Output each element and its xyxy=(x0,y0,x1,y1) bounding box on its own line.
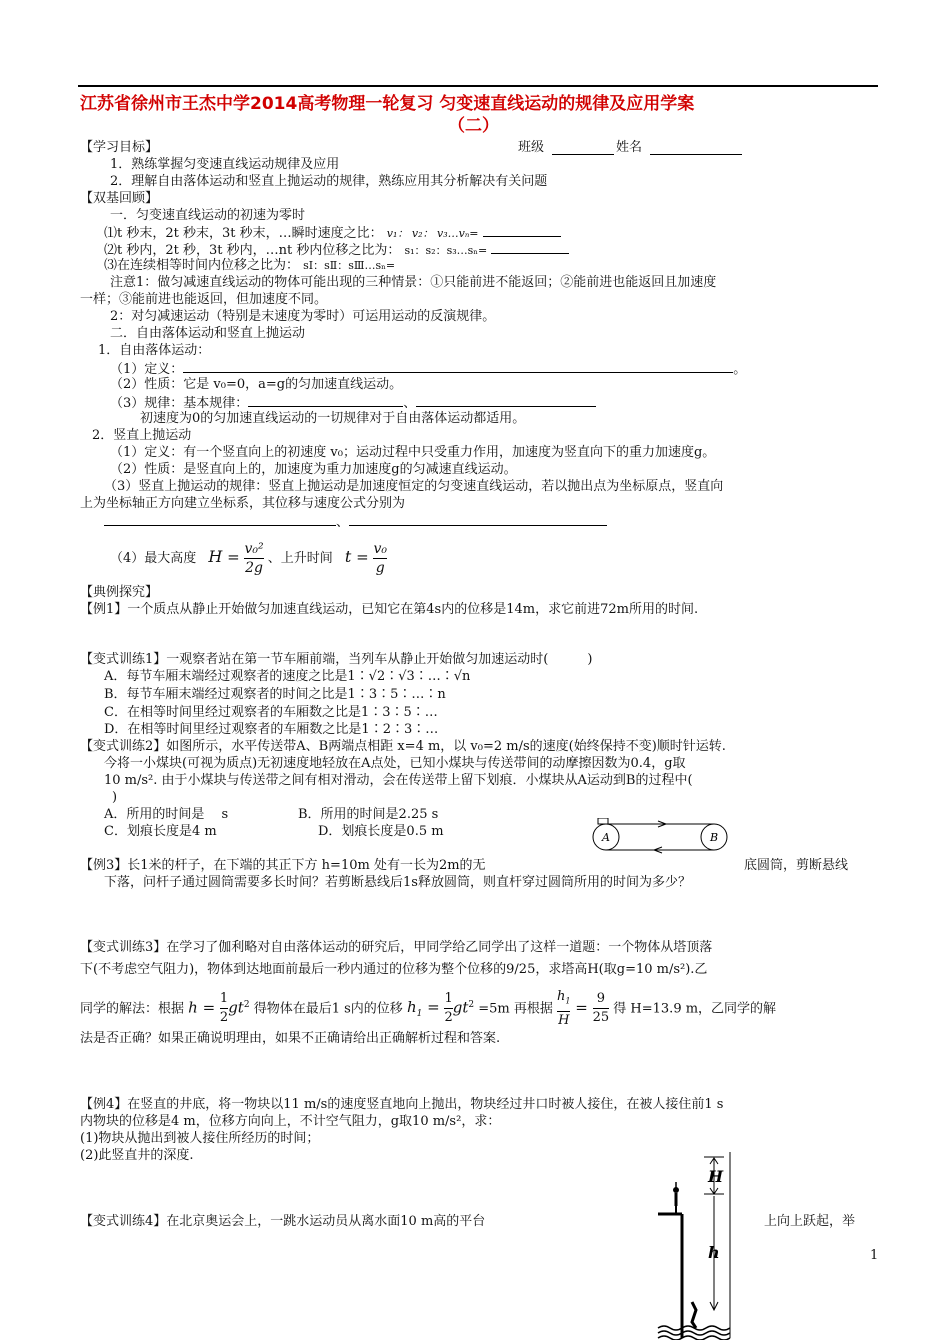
height-H-label: H xyxy=(708,1167,724,1186)
example-3-line1: 【例3】长1米的杆子，在下端的其正下方 h=10m 处有一长为2m的无 xyxy=(80,858,486,873)
variant-2-line1: 【变式训练2】如图所示，水平传送带A、B两端点相距 x=4 m，以 v₀=2 m/s的速度(始终保持不变)顺时针运转. xyxy=(80,739,726,754)
example-4-q1: (1)物块从抛出到被人接住所经历的时间； xyxy=(80,1131,320,1146)
variant-1-option-a: A．每节车厢末端经过观察者的速度之比是1∶√2∶√3∶…∶√n xyxy=(104,669,471,684)
example-3-line1-end: 底圆筒，剪断悬线 xyxy=(744,858,849,873)
freefall-prop: （2）性质：它是 v₀=0，a=g的匀加速直线运动。 xyxy=(110,377,403,392)
max-height-lhs: H xyxy=(208,547,223,566)
section-review: 【双基回顾】 xyxy=(80,191,159,206)
review-p3-text: ⑶在连续相等时间内位移之比为： xyxy=(104,258,300,273)
example-1: 【例1】一个质点从静止开始做匀加速直线运动，已知它在第4s内的位移是14m，求它前进72m所用的时间. xyxy=(80,602,699,617)
water-waves xyxy=(658,1326,730,1340)
goal-1: 1．熟练掌握匀变速直线运动规律及应用 xyxy=(110,157,340,172)
max-height-label: （4）最大高度 xyxy=(110,551,197,566)
eq-half-2: $\frac{1}{2}$ xyxy=(444,991,453,1026)
upthrow-blank2[interactable] xyxy=(349,513,607,526)
eq-h: h = xyxy=(188,998,220,1017)
variant-2-line2: 今将一小煤块(可视为质点)无初速度地轻放在A点处，已知小煤块与传送带间的动摩擦因数为0.4，g取 xyxy=(104,756,686,771)
variant-1-option-d: D．在相等时间里经过观察者的车厢数之比是1∶2∶3∶… xyxy=(104,722,439,737)
rise-time-lhs: t xyxy=(344,547,352,566)
upthrow-blank1[interactable] xyxy=(104,513,336,526)
note1-line1: 注意1：做匀减速直线运动的物体可能出现的三种情景：①只能前进不能返回；②能前进也能返回且加速度 xyxy=(110,275,717,290)
variant-2-option-d: D．划痕长度是0.5 m xyxy=(318,824,444,839)
review-p2 xyxy=(104,241,569,259)
eq-h1: $h_1$ = xyxy=(406,998,445,1020)
page-title: 江苏省徐州市王杰中学2014高考物理一轮复习 匀变速直线运动的规律及应用学案 xyxy=(80,94,695,114)
variant-3-part3: =5m 再根据 xyxy=(478,1001,553,1017)
page-number: 1 xyxy=(870,1248,879,1263)
eq-half: $\frac{1}{2}$ xyxy=(219,991,229,1026)
pulley-b-label: B xyxy=(710,831,719,844)
variant-3-line2: 下(不考虑空气阻力)，物体到达地面前最后一秒内通过的位移为整个位移的9/25，求塔高H(取g=10 m/s²).乙 xyxy=(80,962,708,977)
variant-2-line4: ) xyxy=(112,790,118,805)
section-goals: 【学习目标】 xyxy=(80,140,159,155)
max-height-row: （4）最大高度 H = $\frac{\text{v₀²}}{2g}$ 、上升时间 t = $\frac{\text{v₀}}{g}$ xyxy=(110,541,387,576)
example-4-q2: (2)此竖直井的深度. xyxy=(80,1148,194,1163)
name-label: 姓名 xyxy=(616,140,643,155)
variant-1: 【变式训练1】一观察者站在第一节车厢前端，当列车从静止开始做匀加速运动时( ) xyxy=(80,652,593,667)
freefall-note: 初速度为0的匀加速直线运动的一切规律对于自由落体运动都适用。 xyxy=(140,411,526,426)
class-field[interactable] xyxy=(552,142,614,155)
rise-time-num: v₀ xyxy=(373,541,387,557)
variant-2-option-b: B．所用的时间是2.25 s xyxy=(298,807,439,822)
freefall-law-blank2[interactable] xyxy=(416,394,596,407)
variant-1-option-b: B．每节车厢末端经过观察者的时间之比是1∶3∶5∶…∶n xyxy=(104,687,446,702)
review-p1-ratio: v₁： v₂： v₃…vₙ= xyxy=(386,227,479,240)
note2: 2：对匀减速运动（特别是末速度为零时）可运用运动的反演规律。 xyxy=(110,309,496,324)
freefall-def-label: （1）定义： xyxy=(110,362,184,377)
pulley-a-label: A xyxy=(602,831,610,844)
upthrow-sep: 、 xyxy=(336,515,350,530)
variant-3-part4: 得 H=13.9 m，乙同学的解 xyxy=(613,1001,777,1017)
upthrow-formulas xyxy=(104,513,607,531)
variant-3-line4: 法是否正确？如果正确说明理由，如果不正确请给出正确解析过程和答案. xyxy=(80,1031,501,1046)
upthrow-def: （1）定义：有一个竖直向上的初速度 v₀；运动过程中只受重力作用，加速度为竖直向下的重力加速度g。 xyxy=(110,445,716,460)
upthrow-prop: （2）性质：是竖直向上的，加速度为重力加速度g的匀减速直线运动。 xyxy=(110,462,517,477)
freefall-law-label: （3）规律：基本规律： xyxy=(110,396,249,411)
rise-time-label: 、上升时间 xyxy=(267,551,333,566)
variant-3-part2: 得物体在最后1 s内的位移 xyxy=(253,1001,403,1017)
rise-time-den: g xyxy=(375,560,385,576)
review-p2-text: ⑵t 秒内，2t 秒，3t 秒内，…nt 秒内位移之比为： xyxy=(104,243,401,258)
review-p1 xyxy=(104,224,561,242)
review-p2-ratio: s₁：s₂：s₃…sₙ= xyxy=(404,244,488,257)
goal-2: 2．理解自由落体运动和竖直上抛运动的规律，熟练应用其分析解决有关问题 xyxy=(110,174,548,189)
diver-figure xyxy=(652,1152,747,1340)
example-3-line2: 下落，问杆子通过圆筒需要多长时间？若剪断悬线后1s释放圆筒，则直杆穿过圆筒所用的时间为多少？ xyxy=(104,875,691,890)
example-4-line1: 【例4】在竖直的井底，将一物块以11 m/s的速度竖直地向上抛出，物块经过井口时被人接住，在被人接住前1 s xyxy=(80,1097,724,1112)
variant-1-option-c: C．在相等时间里经过观察者的车厢数之比是1∶3∶5∶… xyxy=(104,705,438,720)
variant-2-line3: 10 m/s². 由于小煤块与传送带之间有相对滑动，会在传送带上留下划痕．小煤块从A运动到B的过程中( xyxy=(104,773,693,788)
name-field[interactable] xyxy=(650,142,742,155)
variant-4-line1: 【变式训练4】在北京奥运会上，一跳水运动员从离水面10 m高的平台 xyxy=(80,1214,486,1229)
variant-4-line1-end: 上向上跃起，举 xyxy=(764,1214,856,1229)
coal-block xyxy=(598,818,608,824)
variant-2-option-a: A．所用的时间是 s xyxy=(104,807,229,822)
freefall-def xyxy=(110,360,746,378)
rise-time-frac xyxy=(373,540,387,577)
variant-3-line3: 同学的解法：根据 h = $\frac{1}{2}$ $gt^2$ 得物体在最后1 s内的位移 $h_1$ = $\frac{1}{2}$ $gt^2 =5m$ 再根据 $\frac{h_1}{H}$ = $\frac{9}{25}$ 得 H=13.9 m，乙同学的解 xyxy=(80,989,777,1028)
max-height-den: 2g xyxy=(245,560,263,576)
review-part1-title: 一．匀变速直线运动的初速为零时 xyxy=(110,208,306,223)
review-p3 xyxy=(104,258,395,274)
freefall-def-end: 。 xyxy=(733,362,747,377)
height-h-label: h xyxy=(708,1243,720,1262)
p2-blank[interactable] xyxy=(491,241,569,254)
freefall-def-blank[interactable] xyxy=(183,360,733,373)
conveyor-belt-figure xyxy=(588,818,738,856)
diver-in-water-icon xyxy=(692,1302,696,1328)
freefall-law xyxy=(110,394,596,412)
variant-2-option-c: C．划痕长度是4 m xyxy=(104,824,217,839)
note1-line2: 一样；③能前进也能返回，但加速度不同。 xyxy=(80,292,328,307)
upthrow-title: 2．竖直上抛运动 xyxy=(92,428,192,443)
page-title-sub: （二） xyxy=(448,116,499,136)
upthrow-law-2: 上为坐标轴正方向建立坐标系，其位移与速度公式分别为 xyxy=(80,496,406,511)
max-height-frac xyxy=(244,540,263,577)
freefall-title: 1．自由落体运动： xyxy=(98,343,211,358)
class-label: 班级 xyxy=(518,140,545,155)
review-part2-title: 二．自由落体运动和竖直上抛运动 xyxy=(110,326,306,341)
eq-nine-25: $\frac{9}{25}$ xyxy=(592,991,610,1026)
eq-ratio: $\frac{h_1}{H}$ xyxy=(557,989,571,1028)
freefall-law-sep: 、 xyxy=(403,396,417,411)
example-4-line2: 内物块的位移是4 m，位移方向向上，不计空气阻力，g取10 m/s²，求： xyxy=(80,1114,501,1129)
p1-blank[interactable] xyxy=(483,224,561,237)
max-height-num: v₀² xyxy=(244,541,264,557)
review-p3-ratio: sⅠ：sⅡ：sⅢ…sₙ= xyxy=(303,259,396,272)
upthrow-law-1: （3）竖直上抛运动的规律：竖直上抛运动是加速度恒定的匀变速直线运动，若以抛出点为坐标原点，竖直向 xyxy=(104,479,724,494)
variant-3-line1: 【变式训练3】在学习了伽利略对自由落体运动的研究后，甲同学给乙同学出了这样一道题：一个物体从塔顶落 xyxy=(80,940,713,955)
section-examples: 【典例探究】 xyxy=(80,585,159,600)
variant-3-part1: 同学的解法：根据 xyxy=(80,1001,185,1017)
top-rule xyxy=(78,85,878,87)
review-p1-text: ⑴t 秒末，2t 秒末，3t 秒末，…瞬时速度之比： xyxy=(104,226,383,241)
diver-icon xyxy=(673,1182,679,1214)
freefall-law-blank1[interactable] xyxy=(248,394,403,407)
